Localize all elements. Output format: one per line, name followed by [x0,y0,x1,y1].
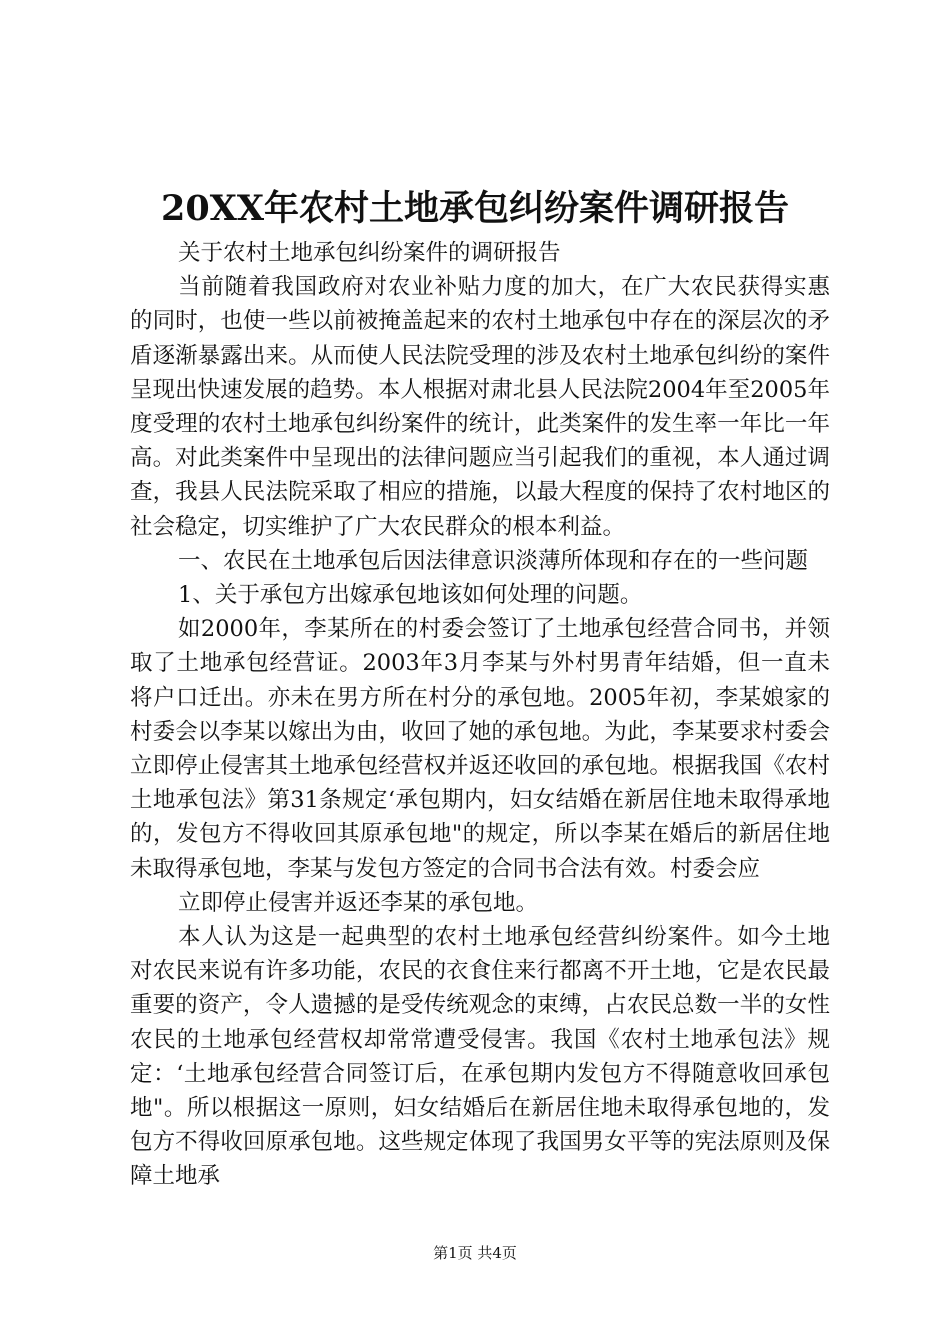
paragraph-intro: 当前随着我国政府对农业补贴力度的加大，在广大农民获得实惠的同时，也使一些以前被掩盖起来的农村土地承包中存在的深层次的矛盾逐渐暴露出来。从而使人民法院受理的涉及农村土地承包纠纷的案件呈现出快速发展的趋势。本人根据对肃北县人民法院2004年至2005年度受理的农村土地承包纠纷案件的统计，此类案件的发生率一年比一年高。对此类案件中呈现出的法律问题应当引起我们的重视，本人通过调查，我县人民法院采取了相应的措施，以最大程度的保持了农村地区的社会稳定，切实维护了广大农民群众的根本利益。 [130,274,830,540]
document-body [130,236,830,1194]
paragraph-analysis: 本人认为这是一起典型的农村土地承包经营纠纷案件。如今土地对农民来说有许多功能，农民的衣食住来行都离不开土地，它是农民最重要的资产，令人遗撼的是受传统观念的束缚，占农民总数一半的女性农民的土地承包经营权却常常遭受侵害。我国《农村土地承包法》规定：‘土地承包经营合同签订后，在承包期内发包方不得随意收回承包地"。所以根据这一原则，妇女结婚后在新居住地未取得承包地的，发包方不得收回原承包地。这些规定体现了我国男女平等的宪法原则及保障土地承 [130,924,830,1190]
subsection-heading-1: 1、关于承包方出嫁承包地该如何处理的问题。 [178,582,643,609]
document-title: 20XX年农村土地承包纠纷案件调研报告 [160,188,790,229]
report-subtitle: 关于农村土地承包纠纷案件的调研报告 [178,240,561,266]
page-footer: 第1页 共4页 [433,1244,517,1262]
paragraph-case-conclusion: 立即停止侵害并返还李某的承包地。 [178,889,539,916]
section-heading-1: 一、农民在土地承包后因法律意识淡薄所体现和存在的一些问题 [178,547,809,574]
paragraph-case: 如2000年，李某所在的村委会签订了土地承包经营合同书，并领取了土地承包经营证。2003年3月李某与外村男青年结婚，但一直未将户口迁出。亦未在男方所在村分的承包地。2005年初，李某娘家的村委会以李某以嫁出为由，收回了她的承包地。为此，李某要求村委会立即停止侵害其土地承包经营权并返还收回的承包地。根据我国《农村土地承包法》第31条规定‘承包期内，妇女结婚在新居住地未取得承地的，发包方不得收回其原承包地"的规定，所以李某在婚后的新居住地未取得承包地，李某与发包方签定的合同书合法有效。村委会应 [130,616,830,882]
